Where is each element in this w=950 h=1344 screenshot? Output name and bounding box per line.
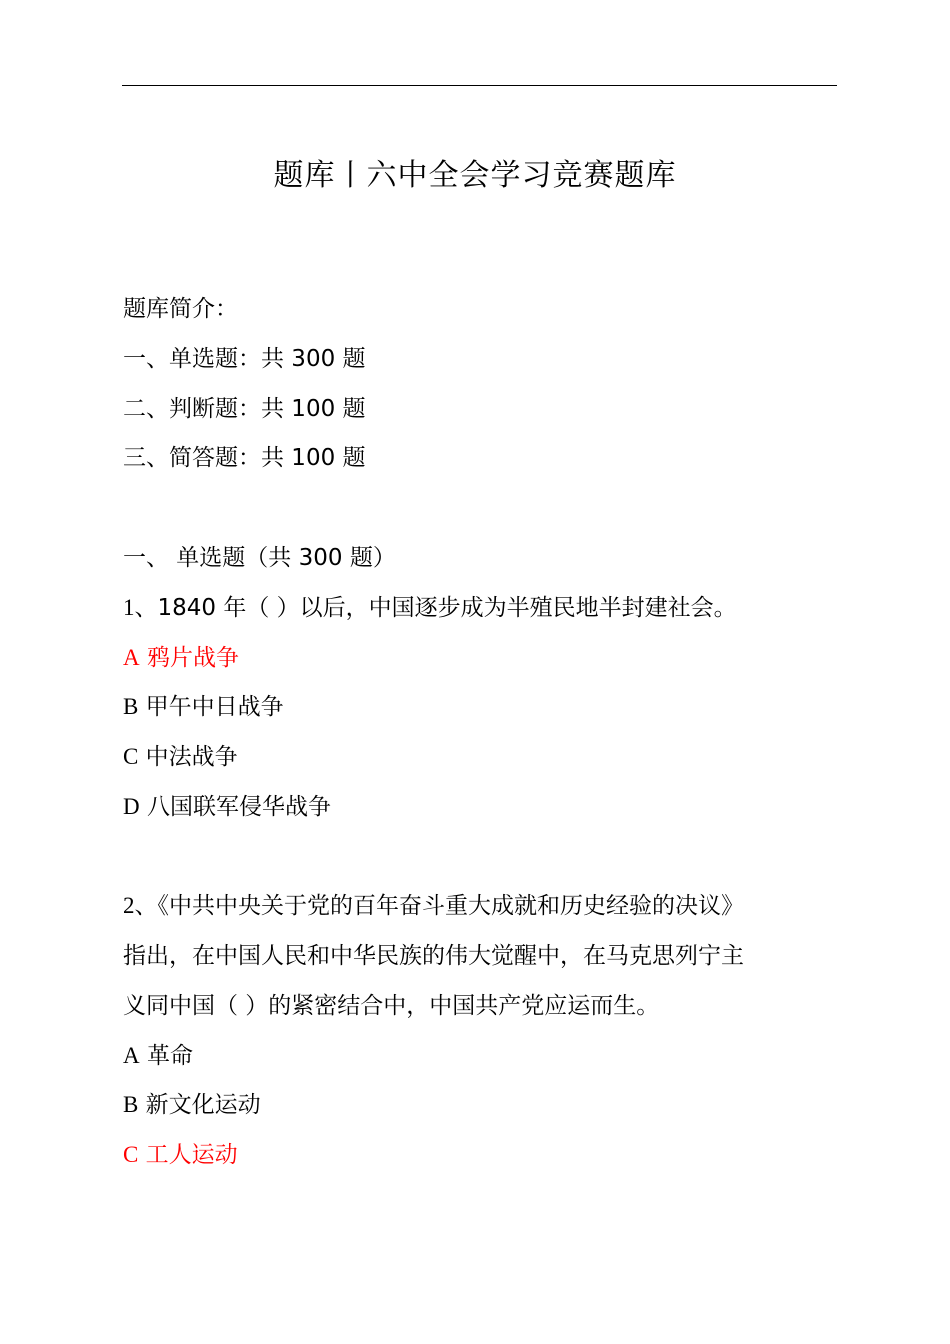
question-stem (123, 591, 737, 625)
option-letter: A (123, 645, 140, 670)
option-b (123, 1088, 261, 1122)
intro-heading: 题库简介： (123, 296, 238, 322)
option-d (123, 790, 331, 824)
question-stem-text: 1840 年（ ）以后，中国逐步成为半殖民地半封建社会。 (157, 595, 737, 621)
option-letter: A (123, 1043, 140, 1068)
question-number: 2、 (123, 893, 158, 918)
question-stem (123, 889, 744, 923)
option-text: 新文化运动 (145, 1092, 261, 1118)
question-number: 1、 (123, 595, 158, 620)
option-letter: C (123, 1142, 139, 1167)
document-title: 题库丨六中全会学习竞赛题库 (273, 158, 677, 193)
option-letter: C (123, 744, 139, 769)
option-c (123, 740, 238, 774)
option-text: 革命 (146, 1043, 193, 1069)
question-stem-continued: 指出，在中国人民和中华民族的伟大觉醒中，在马克思列宁主 (123, 943, 744, 969)
option-text: 甲午中日战争 (145, 694, 284, 720)
option-text: 工人运动 (145, 1142, 238, 1168)
option-letter: B (123, 1092, 139, 1117)
option-text: 中法战争 (145, 744, 238, 770)
option-text: 鸦片战争 (146, 645, 239, 671)
option-c-correct (123, 1138, 238, 1172)
intro-item: 三、简答题：共 100 题 (123, 445, 366, 471)
intro-item: 二、判断题：共 100 题 (123, 396, 366, 422)
section-heading: 一、 单选题（共 300 题） (123, 545, 396, 571)
question-stem-continued: 义同中国（ ）的紧密结合中，中国共产党应运而生。 (123, 993, 660, 1019)
header-rule (122, 85, 837, 86)
option-letter: D (123, 794, 140, 819)
question-stem-text: 《中共中央关于党的百年奋斗重大成就和历史经验的决议》 (157, 893, 744, 919)
option-a (123, 1039, 193, 1073)
intro-item: 一、单选题：共 300 题 (123, 346, 366, 372)
option-text: 八国联军侵华战争 (146, 794, 331, 820)
option-a-correct (123, 641, 239, 675)
option-b (123, 690, 284, 724)
option-letter: B (123, 694, 139, 719)
